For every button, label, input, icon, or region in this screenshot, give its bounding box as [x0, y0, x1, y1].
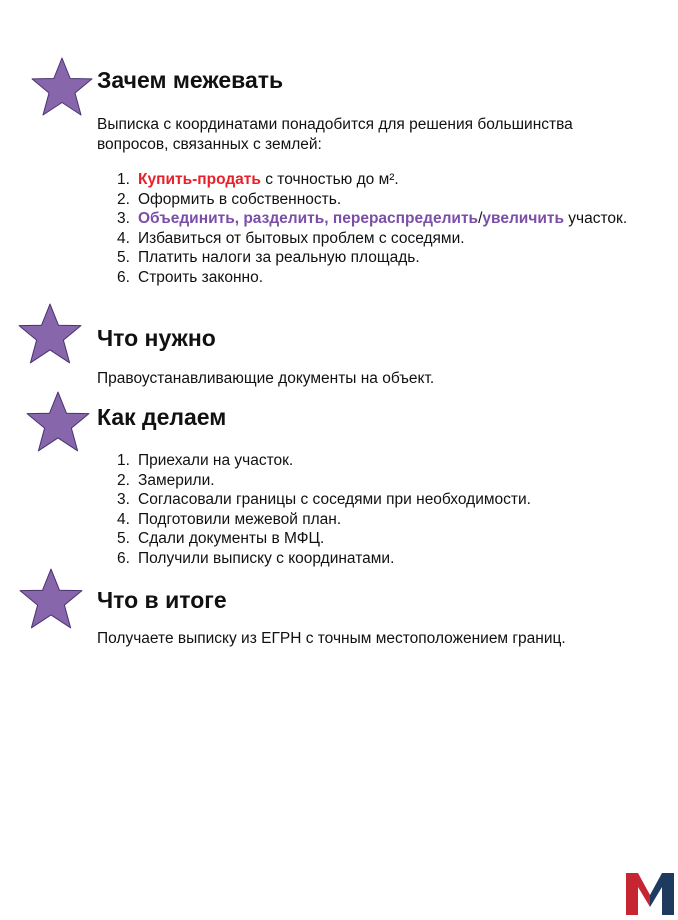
- reasons-list: [117, 170, 637, 288]
- section-intro-why: Выписка с координатами понадобится для решения большинства вопросов, связанных с землей:: [97, 116, 573, 153]
- section-title-how: Как делаем: [97, 404, 227, 430]
- section-title-why: Зачем межевать: [97, 67, 284, 93]
- list-item-highlight: Купить-продать: [138, 171, 261, 188]
- list-item: 3. Согласовали границы с соседями при необходимости.: [117, 491, 531, 509]
- list-item-highlight: увеличить: [482, 210, 564, 228]
- star-icon: [17, 302, 83, 368]
- list-item: 1. Приехали на участок.: [117, 452, 294, 469]
- section-title-result: Что в итоге: [97, 587, 227, 613]
- steps-list: [117, 451, 637, 569]
- star-icon: [25, 390, 91, 456]
- list-item-highlight: Объединить, разделить, перераспределить: [138, 210, 479, 228]
- section-text-what-needed: Правоустанавливающие документы на объект.: [97, 370, 435, 387]
- list-item: 4. Избавиться от бытовых проблем с соседями.: [117, 229, 465, 247]
- list-item: 5. Сдали документы в МФЦ.: [117, 530, 325, 548]
- list-item: 1. Купить-продать с точностью до м².: [117, 171, 399, 188]
- star-icon: [18, 567, 84, 633]
- list-item: 2. Оформить в собственность.: [117, 190, 342, 208]
- list-item: 6. Строить законно.: [117, 268, 264, 286]
- logo-m-icon: [626, 873, 674, 915]
- star-icon: [30, 56, 94, 120]
- section-title-what-needed: Что нужно: [97, 325, 216, 351]
- section-text-result: Получаете выписку из ЕГРН с точным местоположением границ.: [97, 630, 566, 647]
- list-item: 3. Объединить, разделить, перераспределить/увеличить участок.: [117, 210, 628, 228]
- list-item: 5. Платить налоги за реальную площадь.: [117, 249, 420, 267]
- list-item: 6. Получили выписку с координатами.: [117, 549, 395, 567]
- list-item: 4. Подготовили межевой план.: [117, 510, 342, 528]
- list-item: 2. Замерили.: [117, 471, 215, 489]
